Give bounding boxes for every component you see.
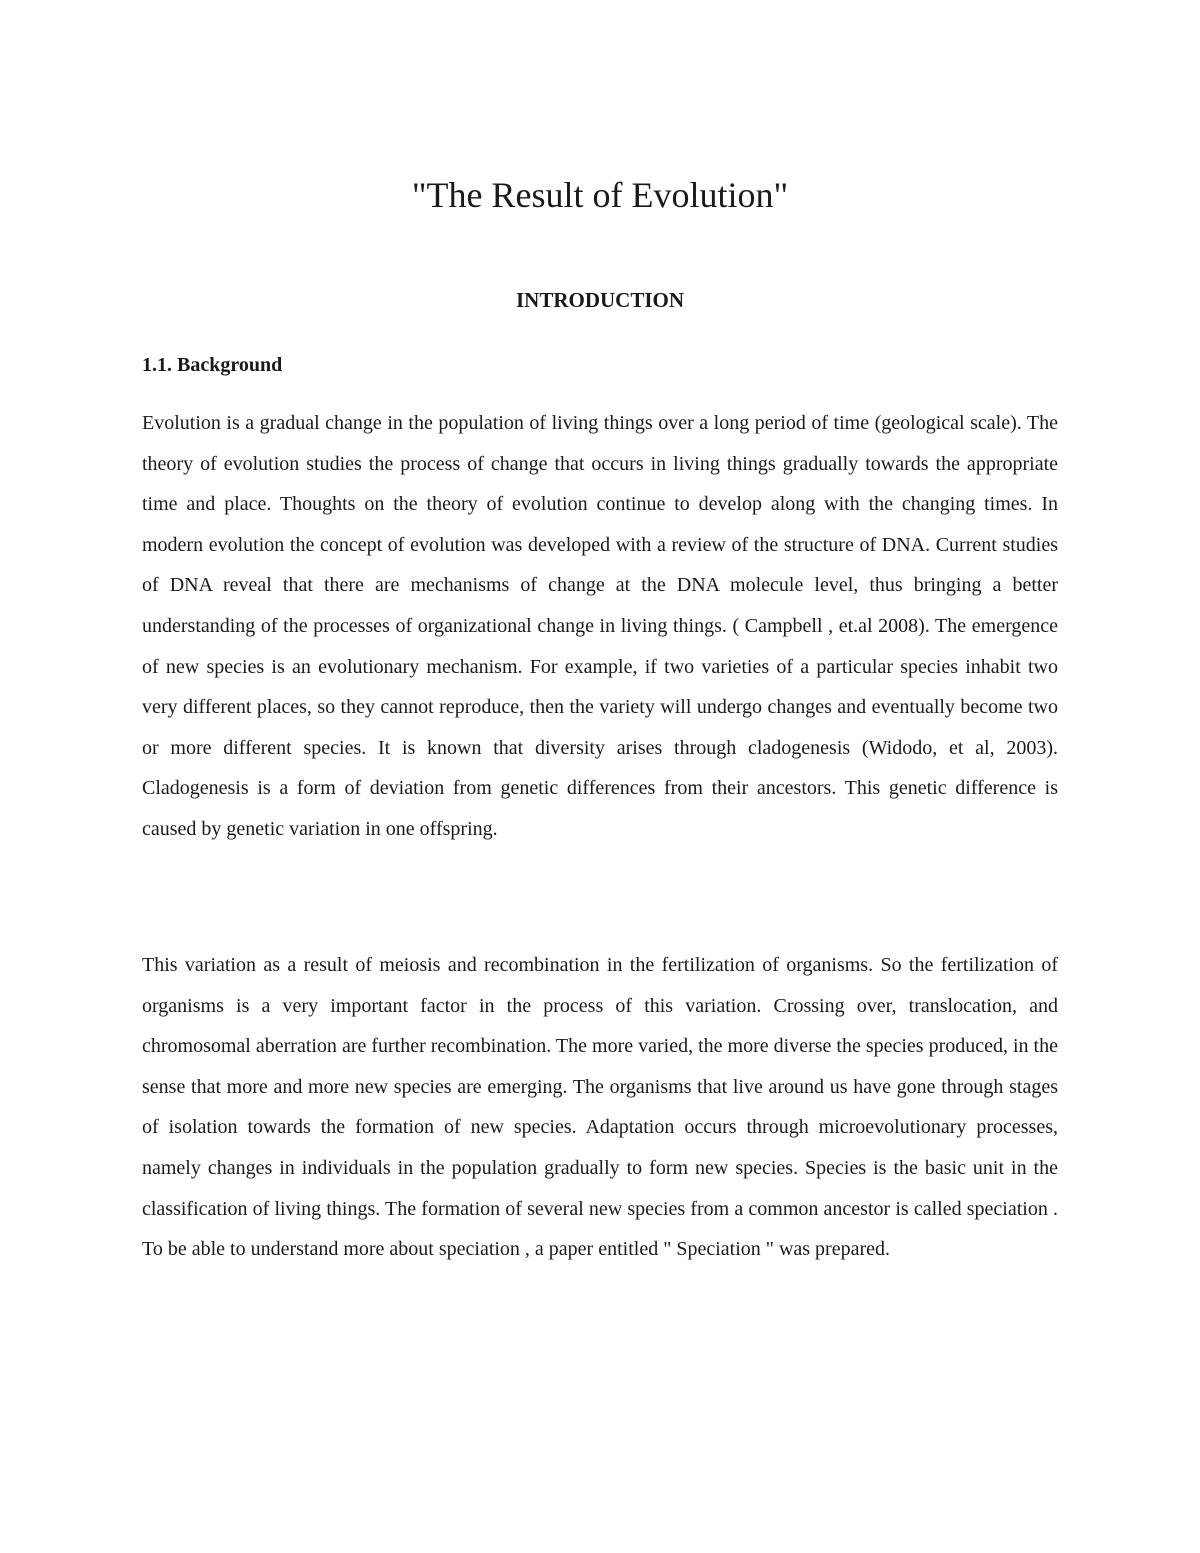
subsection-heading: 1.1. Background	[142, 354, 283, 376]
body-paragraph-2: This variation as a result of meiosis and recombination in the fertilization of organisms. So the fertilization of organisms is a very important factor in the process of this variation. Crossing over, translocation, and chromosomal aberration are further recombination. The more varied, the more diverse the species produced, in the sense that more and more new species are emerging. The organisms that live around us have gone through stages of isolation towards the formation of new species. Adaptation occurs through microevolutionary processes, namely changes in individuals in the population gradually to form new species. Species is the basic unit in the classification of living things. The formation of several new species from a common ancestor is called speciation . To be able to understand more about speciation , a paper entitled " Speciation " was prepared.	[142, 954, 1058, 1261]
section-heading: INTRODUCTION	[515, 288, 685, 312]
document-title: "The Result of Evolution"	[411, 175, 789, 215]
body-paragraph-1: Evolution is a gradual change in the population of living things over a long period of time (geological scale). The theory of evolution studies the process of change that occurs in living things gradually towards the appropriate time and place. Thoughts on the theory of evolution continue to develop along with the changing times. In modern evolution the concept of evolution was developed with a review of the structure of DNA. Current studies of DNA reveal that there are mechanisms of change at the DNA molecule level, thus bringing a better understanding of the processes of organizational change in living things. ( Campbell , et.al 2008). The emergence of new species is an evolutionary mechanism. For example, if two varieties of a particular species inhabit two very different places, so they cannot reproduce, then the variety will undergo changes and eventually become two or more different species. It is known that diversity arises through cladogenesis (Widodo, et al, 2003). Cladogenesis is a form of deviation from genetic differences from their ancestors. This genetic difference is caused by genetic variation in one offspring.	[142, 412, 1058, 840]
